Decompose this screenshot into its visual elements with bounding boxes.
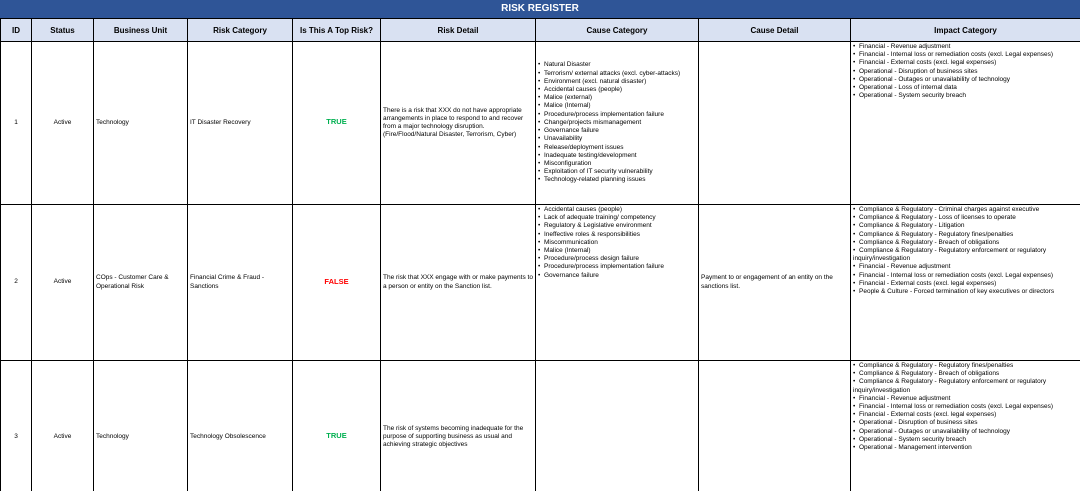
list-item: • Compliance & Regulatory - Regulatory enforcement or regulatory inquiry/investigation — [853, 378, 1078, 394]
list-item: • Financial - Revenue adjustment — [853, 395, 1078, 403]
cell-business-unit[interactable]: Technology — [94, 361, 188, 491]
list-item: • Governance failure — [538, 127, 696, 135]
cell-top-risk[interactable] — [293, 42, 381, 205]
cell-top-risk[interactable] — [293, 205, 381, 361]
list-item: • People & Culture - Forced termination of key executives or directors — [853, 288, 1078, 296]
list-item: • Malice (Internal) — [538, 102, 696, 110]
col-header-risk-detail[interactable]: Risk Detail — [381, 19, 536, 42]
list-item: • Lack of adequate training/ competency — [538, 214, 696, 222]
list-item: • Financial - Internal loss or remediation costs (excl. Legal expenses) — [853, 51, 1078, 59]
list-item: • Compliance & Regulatory - Litigation — [853, 222, 1078, 230]
cell-status[interactable]: Active — [32, 205, 94, 361]
list-item: • Procedure/process implementation failure — [538, 111, 696, 119]
sheet-title: RISK REGISTER — [0, 0, 1080, 18]
list-item: • Compliance & Regulatory - Regulatory fines/penalties — [853, 231, 1078, 239]
list-item: • Operational - System security breach — [853, 92, 1078, 100]
list-item: • Compliance & Regulatory - Regulatory fines/penalties — [853, 362, 1078, 370]
cell-cause-detail[interactable]: Payment to or engagement of an entity on the sanctions list. — [699, 205, 851, 361]
cell-status[interactable]: Active — [32, 361, 94, 491]
risk-register-table — [0, 18, 1080, 491]
cell-cause-detail[interactable] — [699, 361, 851, 491]
col-header-cause-category[interactable]: Cause Category — [536, 19, 699, 42]
cell-business-unit[interactable]: Technology — [94, 42, 188, 205]
list-item: • Financial - External costs (excl. legal expenses) — [853, 411, 1078, 419]
list-item: • Exploitation of IT security vulnerability — [538, 168, 696, 176]
header-row — [1, 19, 1080, 42]
cell-id[interactable]: 3 — [1, 361, 32, 491]
list-item: • Financial - Revenue adjustment — [853, 43, 1078, 51]
cell-id[interactable]: 2 — [1, 205, 32, 361]
col-header-business-unit[interactable]: Business Unit — [94, 19, 188, 42]
list-item: • Financial - External costs (excl. legal expenses) — [853, 280, 1078, 288]
cell-business-unit[interactable]: COps - Customer Care & Operational Risk — [94, 205, 188, 361]
cell-risk-detail[interactable]: The risk of systems becoming inadequate for the purpose of supporting business as usual and achieving strategic objectives — [381, 361, 536, 491]
cell-cause-category[interactable] — [536, 205, 699, 361]
cell-cause-detail[interactable] — [699, 42, 851, 205]
list-item: • Accidental causes (people) — [538, 86, 696, 94]
list-item: • Operational - Disruption of business sites — [853, 419, 1078, 427]
list-item: • Operational - Disruption of business sites — [853, 68, 1078, 76]
cell-top-risk[interactable] — [293, 361, 381, 491]
list-item: • Operational - Outages or unavailability of technology — [853, 428, 1078, 436]
list-item: • Operational - Outages or unavailability of technology — [853, 76, 1078, 84]
list-item: • Misconfiguration — [538, 160, 696, 168]
list-item: • Malice (Internal) — [538, 247, 696, 255]
cell-impact-category[interactable] — [851, 42, 1080, 205]
col-header-impact-category[interactable]: Impact Category — [851, 19, 1080, 42]
list-item: • Unavailability — [538, 135, 696, 143]
cell-risk-category[interactable]: Financial Crime & Fraud - Sanctions — [188, 205, 293, 361]
list-item: • Procedure/process implementation failure — [538, 263, 696, 271]
list-item: • Compliance & Regulatory - Breach of obligations — [853, 239, 1078, 247]
list-item: • Release/deployment issues — [538, 144, 696, 152]
list-item: • Compliance & Regulatory - Loss of licenses to operate — [853, 214, 1078, 222]
list-item: • Financial - Internal loss or remediation costs (excl. Legal expenses) — [853, 403, 1078, 411]
impact-list — [853, 362, 1078, 452]
list-item: • Regulatory & Legislative environment — [538, 222, 696, 230]
cell-status[interactable]: Active — [32, 42, 94, 205]
col-header-top-risk[interactable]: Is This A Top Risk? — [293, 19, 381, 42]
list-item: • Technology-related planning issues — [538, 176, 696, 184]
list-item: • Financial - Internal loss or remediation costs (excl. Legal expenses) — [853, 272, 1078, 280]
list-item: • Miscommunication — [538, 239, 696, 247]
col-header-id[interactable]: ID — [1, 19, 32, 42]
cell-id[interactable]: 1 — [1, 42, 32, 205]
list-item: • Operational - System security breach — [853, 436, 1078, 444]
cell-risk-detail[interactable]: The risk that XXX engage with or make payments to a person or entity on the Sanction list. — [381, 205, 536, 361]
impact-list — [853, 206, 1078, 296]
top-risk-value: TRUE — [326, 117, 347, 127]
list-item: • Operational - Loss of internal data — [853, 84, 1078, 92]
list-item: • Accidental causes (people) — [538, 206, 696, 214]
table-row — [1, 361, 1080, 491]
col-header-status[interactable]: Status — [32, 19, 94, 42]
top-risk-value: TRUE — [326, 431, 347, 441]
list-item: • Malice (external) — [538, 94, 696, 102]
cell-risk-detail[interactable]: There is a risk that XXX do not have appropriate arrangements in place to respond to and recover from a major technology disruption. (Fire/Flood/Natural Disaster, Terrorism, Cyber) — [381, 42, 536, 205]
list-item: • Financial - Revenue adjustment — [853, 263, 1078, 271]
list-item: • Procedure/process design failure — [538, 255, 696, 263]
col-header-cause-detail[interactable]: Cause Detail — [699, 19, 851, 42]
list-item: • Financial - External costs (excl. legal expenses) — [853, 59, 1078, 67]
table-row — [1, 205, 1080, 361]
cell-impact-category[interactable] — [851, 205, 1080, 361]
list-item: • Compliance & Regulatory - Criminal charges against executive — [853, 206, 1078, 214]
cell-cause-category[interactable] — [536, 42, 699, 205]
list-item: • Governance failure — [538, 272, 696, 280]
impact-list — [853, 43, 1078, 100]
list-item: • Terrorism/ external attacks (excl. cyber-attacks) — [538, 70, 696, 78]
list-item: • Ineffective roles & responsibilities — [538, 231, 696, 239]
list-item: • Environment (excl. natural disaster) — [538, 78, 696, 86]
list-item: • Compliance & Regulatory - Regulatory enforcement or regulatory inquiry/investigation — [853, 247, 1078, 263]
list-item: • Operational - Management intervention — [853, 444, 1078, 452]
cell-risk-category[interactable]: Technology Obsolescence — [188, 361, 293, 491]
table-row — [1, 42, 1080, 205]
list-item: • Change/projects mismanagement — [538, 119, 696, 127]
top-risk-value: FALSE — [324, 276, 349, 286]
list-item: • Inadequate testing/development — [538, 152, 696, 160]
cell-risk-category[interactable]: IT Disaster Recovery — [188, 42, 293, 205]
cell-cause-category[interactable] — [536, 361, 699, 491]
list-item: • Compliance & Regulatory - Breach of obligations — [853, 370, 1078, 378]
cell-impact-category[interactable] — [851, 361, 1080, 491]
col-header-risk-category[interactable]: Risk Category — [188, 19, 293, 42]
cause-list — [538, 206, 696, 280]
cause-list — [538, 61, 696, 184]
list-item: • Natural Disaster — [538, 61, 696, 69]
